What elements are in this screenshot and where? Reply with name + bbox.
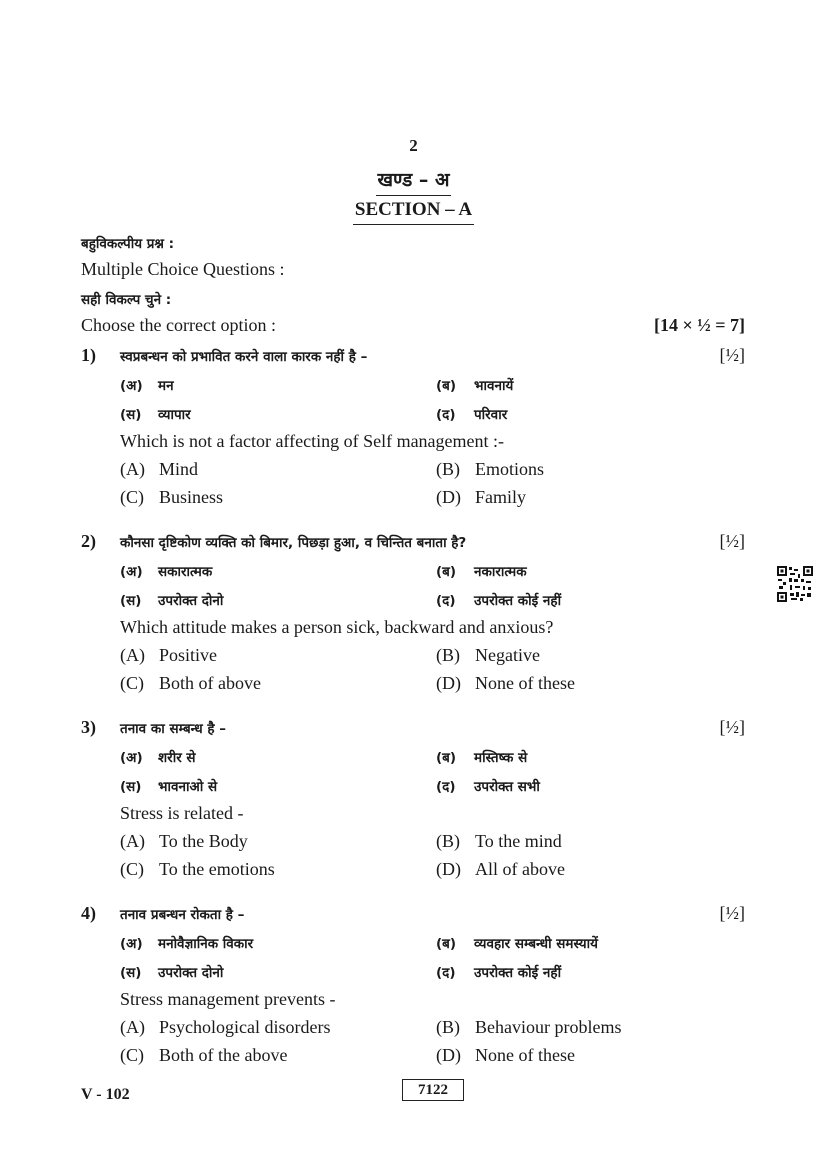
option-english-letter: (B): [436, 1017, 460, 1037]
question-number: 3): [81, 717, 96, 737]
option-english-letter: (A): [120, 459, 145, 479]
option-english-letter: (B): [436, 645, 460, 665]
option-english-letter: (A): [120, 645, 145, 665]
serial-number: 7122: [402, 1079, 464, 1101]
option-hindi-letter: (ब): [436, 378, 457, 394]
question-marks: [½]: [719, 717, 745, 737]
option-hindi-letter: (ब): [436, 936, 457, 952]
option-hindi-letter: (अ): [120, 936, 143, 952]
option-english-text: None of these: [475, 1045, 575, 1065]
question-number: 1): [81, 345, 96, 365]
option-hindi-letter: (द): [436, 779, 456, 795]
choose-heading-hindi: सही विकल्प चुने :: [81, 292, 172, 308]
option-english-text: Positive: [159, 645, 218, 665]
option-hindi-letter: (द): [436, 407, 456, 423]
option-hindi-letter: (स): [120, 407, 142, 423]
option-english-text: Family: [475, 487, 527, 507]
mcq-heading-english: Multiple Choice Questions :: [81, 259, 285, 279]
total-marks: [14 × ½ = 7]: [653, 315, 745, 335]
question-hindi: स्वप्रबन्धन को प्रभावित करने वाला कारक नहीं है –: [120, 349, 368, 365]
question-english: Stress is related -: [120, 803, 244, 823]
option-english-letter: (A): [120, 831, 145, 851]
option-english-letter: (D): [436, 1045, 461, 1065]
option-english-text: Both of the above: [159, 1045, 288, 1065]
option-hindi-text: उपरोक्त दोनो: [158, 593, 224, 609]
option-hindi-text: सकारात्मक: [158, 564, 213, 580]
option-english-letter: (B): [436, 459, 460, 479]
option-english-text: To the emotions: [159, 859, 275, 879]
option-english-letter: (C): [120, 487, 144, 507]
section-title-hindi: [0, 166, 827, 196]
option-english-text: Psychological disorders: [159, 1017, 331, 1037]
option-hindi-text: उपरोक्त सभी: [474, 779, 540, 795]
option-english-letter: (C): [120, 859, 144, 879]
option-english-text: Emotions: [475, 459, 545, 479]
option-english-text: Both of above: [159, 673, 261, 693]
question-hindi: तनाव प्रबन्धन रोकता है –: [120, 907, 245, 923]
question-hindi: कौनसा दृष्टिकोण व्यक्ति को बिमार, पिछड़ा हुआ, व चिन्तित बनाता है?: [120, 535, 467, 551]
page-number: 2: [409, 136, 418, 155]
qr-code: [776, 565, 814, 603]
option-english-letter: (B): [436, 831, 460, 851]
question-marks: [½]: [719, 345, 745, 365]
choose-heading-english: Choose the correct option :: [81, 315, 276, 335]
option-hindi-letter: (स): [120, 965, 142, 981]
option-hindi-text: मस्तिष्क से: [474, 750, 528, 766]
option-hindi-letter: (ब): [436, 564, 457, 580]
option-hindi-text: परिवार: [474, 407, 508, 423]
option-english-text: Negative: [475, 645, 540, 665]
option-hindi-text: मनोवैज्ञानिक विकार: [158, 936, 254, 952]
option-english-letter: (D): [436, 673, 461, 693]
option-english-letter: (C): [120, 1045, 144, 1065]
option-english-text: Business: [159, 487, 224, 507]
option-english-letter: (C): [120, 673, 144, 693]
option-hindi-letter: (द): [436, 965, 456, 981]
option-hindi-text: उपरोक्त दोनो: [158, 965, 224, 981]
option-hindi-letter: (अ): [120, 750, 143, 766]
option-hindi-text: व्यवहार सम्बन्धी समस्यायें: [474, 936, 598, 952]
option-hindi-text: उपरोक्त कोई नहीं: [474, 593, 562, 609]
question-number: 4): [81, 903, 96, 923]
option-english-text: None of these: [475, 673, 575, 693]
section-title-english-text: SECTION – A: [353, 199, 474, 225]
option-hindi-text: मन: [158, 378, 174, 394]
option-hindi-letter: (ब): [436, 750, 457, 766]
option-hindi-text: नकारात्मक: [474, 564, 527, 580]
option-english-letter: (D): [436, 859, 461, 879]
option-hindi-text: भावनाओ से: [158, 779, 218, 795]
question-english: Which is not a factor affecting of Self management :-: [120, 431, 505, 451]
option-hindi-letter: (अ): [120, 378, 143, 394]
option-hindi-text: शरीर से: [158, 750, 196, 766]
question-hindi: तनाव का सम्बन्ध है –: [120, 721, 227, 737]
question-marks: [½]: [719, 903, 745, 923]
option-english-letter: (A): [120, 1017, 145, 1037]
paper-code: V - 102: [81, 1086, 130, 1103]
question-marks: [½]: [719, 531, 745, 551]
option-hindi-letter: (स): [120, 779, 142, 795]
question-english: Stress management prevents -: [120, 989, 336, 1009]
section-title-english: [0, 199, 827, 225]
option-english-text: To the mind: [475, 831, 562, 851]
option-hindi-letter: (द): [436, 593, 456, 609]
mcq-heading-hindi: बहुविकल्पीय प्रश्न :: [81, 236, 175, 252]
section-title-hindi-text: खण्ड – अ: [376, 166, 452, 196]
option-english-text: To the Body: [159, 831, 248, 851]
option-hindi-text: उपरोक्त कोई नहीं: [474, 965, 562, 981]
question-english: Which attitude makes a person sick, backward and anxious?: [120, 617, 554, 637]
option-hindi-letter: (स): [120, 593, 142, 609]
option-english-text: Mind: [159, 459, 199, 479]
option-english-text: All of above: [475, 859, 565, 879]
option-hindi-letter: (अ): [120, 564, 143, 580]
option-english-text: Behaviour problems: [475, 1017, 622, 1037]
question-number: 2): [81, 531, 96, 551]
option-english-letter: (D): [436, 487, 461, 507]
option-hindi-text: भावनायें: [474, 378, 514, 394]
option-hindi-text: व्यापार: [158, 407, 191, 423]
